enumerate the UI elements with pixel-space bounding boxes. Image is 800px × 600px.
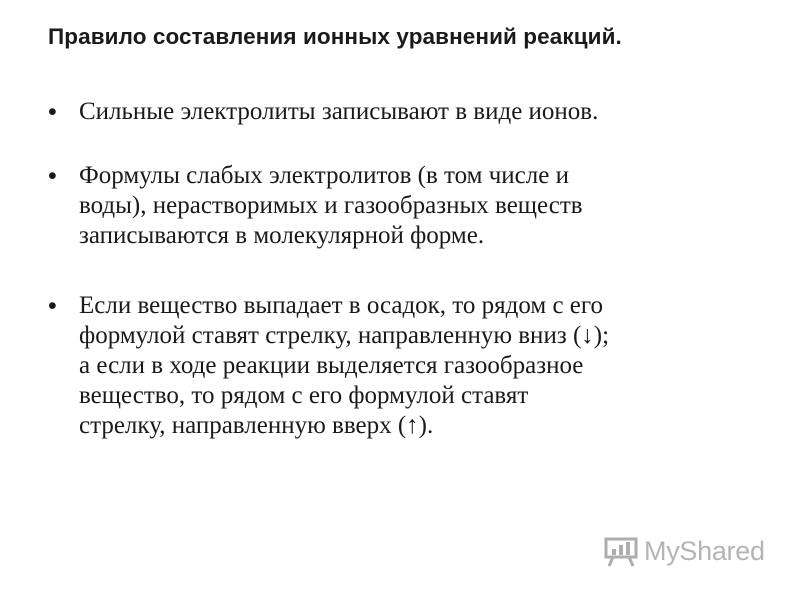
bullet-dot: • [48, 292, 57, 320]
bullet-dot: • [48, 162, 57, 190]
slide-title: Правило составления ионных уравнений реакций. [48, 24, 622, 49]
bullet-line: Если вещество выпадает в осадок, то рядом с его [79, 292, 604, 319]
bullet-line: воды), нерастворимых и газообразных веществ [79, 192, 583, 219]
bullet-line: Формулы слабых электролитов (в том числе и [79, 162, 569, 189]
bullet-precipitate-gas-arrows [48, 291, 748, 441]
bullet-weak-electrolytes [48, 161, 748, 251]
myshared-watermark [604, 536, 765, 567]
bullet-dot: • [48, 98, 57, 126]
bullet-line: стрелку, направленную вверх (↑). [79, 412, 434, 439]
bullet-line: формулой ставят стрелку, направленную вниз (↓); [79, 322, 610, 349]
presentation-board-icon [604, 537, 638, 567]
bullet-line: Сильные электролиты записывают в виде ионов. [79, 98, 599, 125]
bullet-list [48, 97, 748, 441]
watermark-brand-text: MyShared [644, 536, 765, 566]
bullet-line: записываются в молекулярной форме. [79, 222, 485, 249]
bullet-line: вещество, то рядом с его формулой ставят [79, 382, 529, 409]
bullet-strong-electrolytes [48, 97, 748, 127]
bullet-line: а если в ходе реакции выделяется газообразное [79, 352, 584, 379]
